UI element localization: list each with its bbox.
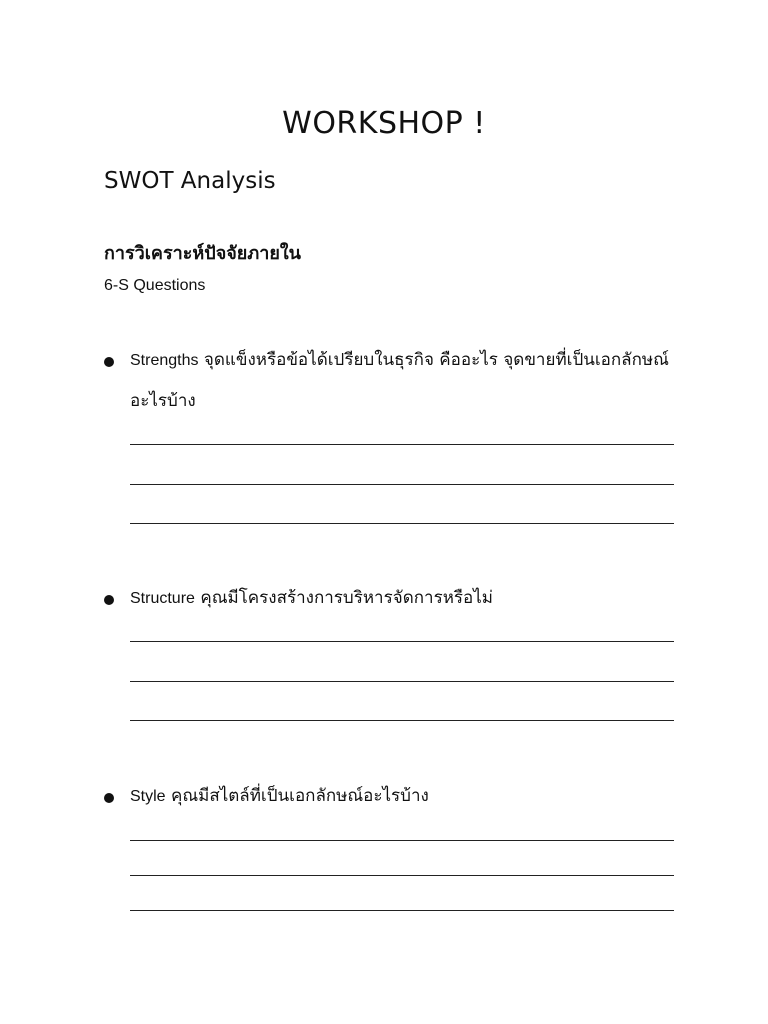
answer-line[interactable] [130, 720, 674, 721]
section-subheading: 6-S Questions [104, 277, 206, 294]
question-keyword: Style [130, 788, 166, 805]
answer-line[interactable] [130, 910, 674, 911]
bullet-icon [104, 357, 114, 367]
page-subtitle: SWOT Analysis [104, 168, 276, 194]
section-heading: การวิเคราะห์ปัจจัยภายใน [104, 243, 301, 264]
question-text [130, 776, 680, 817]
question-description: จุดแข็งหรือข้อได้เปรียบในธุรกิจ คืออะไร จุดขายที่เป็นเอกลักษณ์อะไรบ้าง [130, 350, 669, 411]
answer-line[interactable] [130, 484, 674, 485]
answer-line[interactable] [130, 681, 674, 682]
question-description: คุณมีสไตล์ที่เป็นเอกลักษณ์อะไรบ้าง [165, 786, 429, 806]
answer-line[interactable] [130, 523, 674, 524]
question-keyword: Strengths [130, 352, 199, 369]
bullet-icon [104, 595, 114, 605]
question-text [130, 578, 680, 619]
answer-line[interactable] [130, 444, 674, 445]
page-title: WORKSHOP ! [282, 106, 486, 141]
answer-line[interactable] [130, 840, 674, 841]
answer-line[interactable] [130, 641, 674, 642]
answer-line[interactable] [130, 875, 674, 876]
bullet-icon [104, 793, 114, 803]
question-description: คุณมีโครงสร้างการบริหารจัดการหรือไม่ [194, 588, 494, 608]
question-text [130, 340, 680, 421]
question-keyword: Structure [130, 590, 195, 607]
